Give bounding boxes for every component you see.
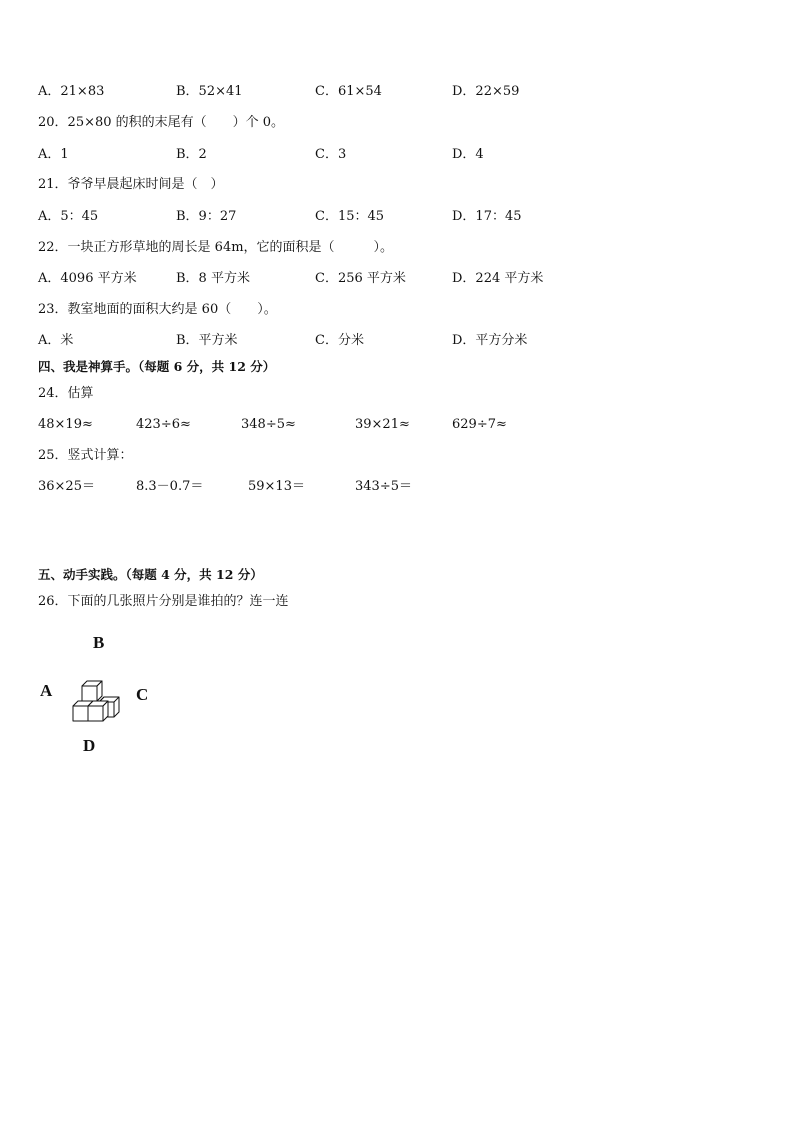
figure-label-d: D [83, 736, 96, 755]
q21-option-b: B．9：27 [176, 209, 237, 224]
q23-option-c: C．分米 [315, 333, 364, 348]
q24-item-1: 48×19≈ [38, 417, 93, 432]
q23-option-d: D．平方分米 [452, 333, 528, 348]
q25-item-4: 343÷5＝ [355, 479, 412, 494]
q25-item-3: 59×13＝ [248, 479, 305, 494]
figure-label-b: B [93, 633, 105, 652]
q24-question: 24．估算 [38, 386, 94, 401]
q26-question: 26．下面的几张照片分别是谁拍的？连一连 [38, 594, 289, 609]
q24-item-2: 423÷6≈ [136, 417, 191, 432]
q20-question: 20．25×80 的积的末尾有（ ）个 0。 [38, 115, 285, 130]
figure-label-a: A [40, 681, 53, 700]
q22-option-a: A．4096 平方米 [38, 271, 137, 286]
q22-option-d: D．224 平方米 [452, 271, 544, 286]
cube-arrangement-figure [70, 668, 130, 728]
q23-option-a: A．米 [38, 333, 74, 348]
q23-question: 23．教室地面的面积大约是 60（ ）。 [38, 302, 277, 317]
section-5-heading: 五、动手实践。（每题 4 分，共 12 分） [38, 567, 263, 582]
figure-label-c: C [136, 685, 149, 704]
q20-option-a: A．1 [38, 147, 69, 162]
q24-item-5: 629÷7≈ [452, 417, 507, 432]
q23-option-b: B．平方米 [176, 333, 238, 348]
q22-question: 22．一块正方形草地的周长是 64m，它的面积是（ ）。 [38, 240, 394, 255]
q22-option-c: C．256 平方米 [315, 271, 406, 286]
q21-option-a: A．5：45 [38, 209, 99, 224]
q20-option-d: D．4 [452, 147, 484, 162]
q20-option-c: C．3 [315, 147, 347, 162]
q21-option-d: D．17：45 [452, 209, 522, 224]
q19-option-b: B．52×41 [176, 84, 243, 99]
q25-item-1: 36×25＝ [38, 479, 95, 494]
q20-option-b: B．2 [176, 147, 207, 162]
q24-item-4: 39×21≈ [355, 417, 410, 432]
q19-option-d: D．22×59 [452, 84, 520, 99]
q21-question: 21．爷爷早晨起床时间是（ ） [38, 177, 224, 192]
q22-option-b: B．8 平方米 [176, 271, 250, 286]
q25-question: 25．竖式计算： [38, 448, 133, 463]
q21-option-c: C．15：45 [315, 209, 385, 224]
q24-item-3: 348÷5≈ [241, 417, 296, 432]
section-4-heading: 四、我是神算手。（每题 6 分，共 12 分） [38, 359, 276, 374]
q25-item-2: 8.3－0.7＝ [136, 479, 204, 494]
q19-option-c: C．61×54 [315, 84, 382, 99]
q19-option-a: A．21×83 [38, 84, 105, 99]
